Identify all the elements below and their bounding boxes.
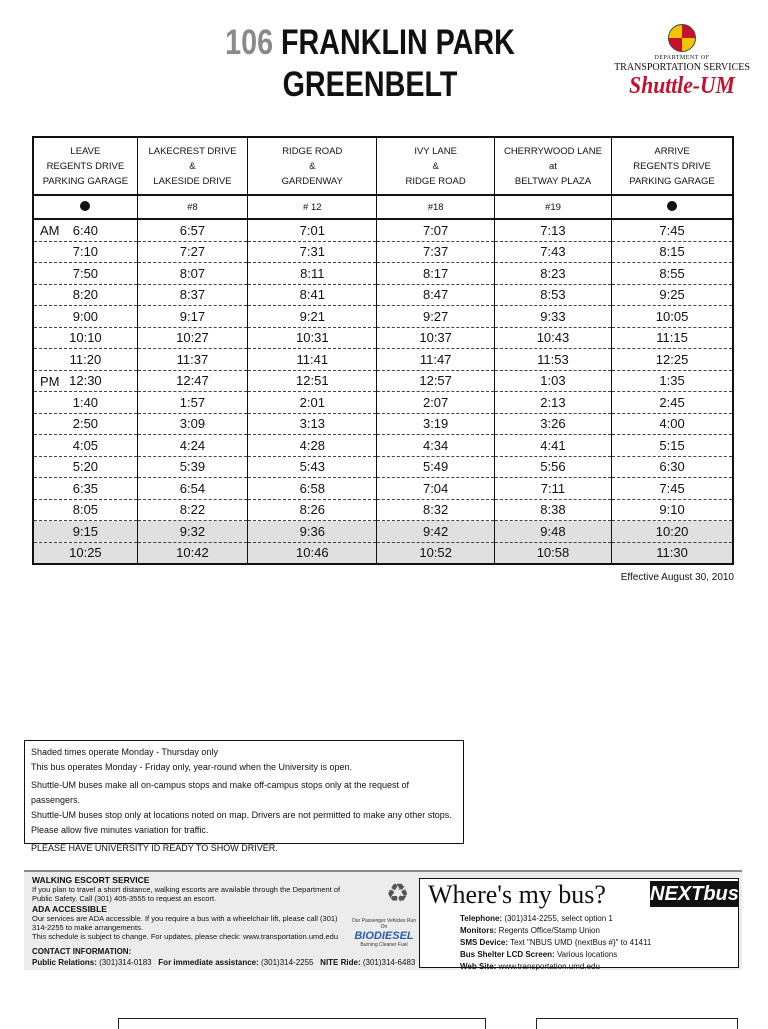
- stop-number-row: [33, 195, 733, 219]
- time-value: 8:17: [422, 265, 449, 281]
- note-line: Shuttle-UM buses make all on-campus stops and make off-campus stops only at the request of passengers.: [31, 780, 410, 805]
- route-name-line1: FRANKLIN PARK: [281, 23, 515, 62]
- route-name-line2: GREENBELT: [282, 65, 458, 104]
- time-value: 10:42: [176, 545, 209, 561]
- route-number: 106: [225, 23, 274, 62]
- time-cell: [494, 478, 611, 500]
- notes-box: [24, 740, 464, 853]
- time-value: 10:37: [419, 330, 452, 346]
- umd-seal-icon: [668, 24, 696, 52]
- time-value: 4:05: [72, 437, 99, 453]
- time-value: 8:26: [299, 502, 325, 518]
- route-title: [214, 22, 526, 106]
- trip-row: [33, 521, 733, 543]
- time-cell: [612, 456, 733, 478]
- time-value: 8:15: [659, 244, 685, 260]
- time-cell: [494, 306, 611, 328]
- time-cell: [377, 349, 494, 371]
- time-cell: [612, 392, 733, 414]
- trip-row: [33, 306, 733, 328]
- time-cell: [137, 327, 247, 349]
- column-header: CHERRYWOOD LANE at BELTWAY PLAZA: [494, 137, 611, 195]
- time-value: 5:20: [72, 459, 99, 475]
- time-value: 8:47: [422, 287, 449, 303]
- time-cell: [377, 521, 494, 543]
- time-cell: [137, 370, 247, 392]
- time-cell: [248, 542, 377, 564]
- time-value: 5:49: [422, 459, 449, 475]
- time-cell: [612, 435, 733, 457]
- time-cell: [248, 392, 377, 414]
- time-cell: [248, 435, 377, 457]
- time-value: 8:38: [540, 502, 566, 518]
- time-cell: [494, 263, 611, 285]
- time-cell: [612, 219, 733, 241]
- time-cell: [612, 327, 733, 349]
- time-value: 6:57: [179, 222, 206, 238]
- trip-row: [33, 219, 733, 241]
- column-header: LAKECREST DRIVE & LAKESIDE DRIVE: [137, 137, 247, 195]
- time-cell: [248, 306, 377, 328]
- column-header: IVY LANE & RIDGE ROAD: [377, 137, 494, 195]
- time-value: 7:11: [540, 480, 566, 496]
- time-cell: [33, 456, 137, 478]
- time-cell: [612, 349, 733, 371]
- time-value: 9:27: [422, 308, 449, 324]
- schedule-table: [32, 136, 734, 565]
- time-cell: [137, 349, 247, 371]
- time-value: 10:25: [69, 545, 102, 561]
- time-cell: [137, 219, 247, 241]
- time-value: 10:52: [419, 545, 452, 561]
- contact-title: CONTACT INFORMATION:: [32, 947, 132, 956]
- time-cell: [494, 413, 611, 435]
- time-value: 7:45: [659, 480, 685, 496]
- time-value: 9:48: [540, 523, 566, 539]
- column-header: RIDGE ROAD & GARDENWAY: [248, 137, 377, 195]
- time-value: 12:30: [69, 373, 102, 389]
- time-value: 9:33: [540, 308, 566, 324]
- time-value: 4:34: [422, 437, 449, 453]
- trip-row: [33, 435, 733, 457]
- stop-cell: [33, 195, 137, 219]
- column-header: LEAVE REGENTS DRIVE PARKING GARAGE: [42, 145, 129, 187]
- time-cell: [248, 413, 377, 435]
- time-cell: [612, 478, 733, 500]
- time-cell: [612, 413, 733, 435]
- time-value: 6:40: [72, 222, 99, 238]
- time-cell: [137, 263, 247, 285]
- time-cell: [137, 392, 247, 414]
- time-cell: [33, 327, 137, 349]
- trip-row: [33, 413, 733, 435]
- time-cell: [494, 241, 611, 263]
- time-cell: [137, 478, 247, 500]
- time-value: 10:31: [296, 330, 329, 346]
- time-value: 2:45: [659, 394, 685, 410]
- time-value: 1:35: [659, 373, 685, 389]
- time-value: 3:09: [179, 416, 206, 432]
- time-value: 7:50: [72, 265, 99, 281]
- time-value: 9:21: [299, 308, 325, 324]
- trip-row: [33, 284, 733, 306]
- time-cell: [494, 219, 611, 241]
- time-value: 11:20: [69, 351, 102, 367]
- time-value: 4:00: [659, 416, 685, 432]
- time-value: 10:27: [176, 330, 209, 346]
- trip-row: [33, 241, 733, 263]
- stop-cell: #19: [494, 195, 611, 219]
- time-value: 7:31: [299, 244, 325, 260]
- time-cell: [494, 370, 611, 392]
- time-value: 7:43: [540, 244, 566, 260]
- time-value: 8:55: [659, 265, 685, 281]
- time-value: 9:10: [659, 502, 685, 518]
- time-value: 8:20: [72, 287, 99, 303]
- time-value: 10:43: [536, 330, 570, 346]
- info-panel: [24, 870, 742, 970]
- time-cell: [377, 413, 494, 435]
- nextbus-lines: Telephone: (301)314-2255, select option 1 Monitors: Regents Office/Stamp Union SMS Device: Text "NBUS UMD {nextBus #}" to 41411 Bus Shelter LCD Screen: Various locations Web Site: www.transportation.umd.edu: [460, 914, 652, 971]
- time-cell: [612, 521, 733, 543]
- logo-shuttle-um: Shuttle-UM: [629, 73, 735, 99]
- time-value: 11:41: [296, 351, 329, 367]
- time-value: 5:56: [540, 459, 566, 475]
- trip-row: [33, 370, 733, 392]
- recycle-icon: ♻: [386, 878, 410, 908]
- escort-text: If you plan to travel a short distance, walking escorts are available through the Department of Public Safety. Call (301) 405-3555 to request an escort.: [32, 885, 341, 903]
- effective-date: Effective August 30, 2010: [620, 572, 734, 583]
- time-value: 2:01: [299, 394, 325, 410]
- time-value: 2:50: [72, 416, 99, 432]
- time-value: 7:27: [179, 244, 206, 260]
- time-cell: [33, 370, 137, 392]
- time-value: 7:10: [72, 244, 99, 260]
- time-value: 3:19: [422, 416, 449, 432]
- time-value: 5:15: [659, 437, 685, 453]
- time-cell: [377, 542, 494, 564]
- time-value: 10:10: [69, 330, 102, 346]
- time-cell: [377, 241, 494, 263]
- trip-row: [33, 456, 733, 478]
- time-value: 12:57: [419, 373, 452, 389]
- time-cell: [494, 327, 611, 349]
- time-cell: [248, 241, 377, 263]
- trip-row: [33, 478, 733, 500]
- time-cell: [33, 284, 137, 306]
- time-cell: [137, 241, 247, 263]
- time-value: 10:46: [296, 545, 329, 561]
- time-value: 7:04: [422, 480, 449, 496]
- ada-title: ADA ACCESSIBLE: [32, 904, 107, 914]
- time-cell: [33, 478, 137, 500]
- time-cell: [377, 327, 494, 349]
- time-value: 12:47: [176, 373, 209, 389]
- time-value: 2:13: [540, 394, 566, 410]
- stop-cell: [612, 195, 733, 219]
- time-value: 1:40: [72, 394, 99, 410]
- trip-row: [33, 263, 733, 285]
- time-value: 12:51: [296, 373, 329, 389]
- time-cell: [33, 499, 137, 521]
- biodiesel-brand: BIODIESEL: [354, 930, 414, 942]
- trip-row: [33, 349, 733, 371]
- time-cell: [33, 219, 137, 241]
- time-value: 7:13: [540, 222, 566, 238]
- time-cell: [494, 284, 611, 306]
- time-cell: [494, 456, 611, 478]
- time-value: 8:32: [422, 502, 449, 518]
- time-cell: [137, 521, 247, 543]
- time-value: 10:58: [536, 545, 570, 561]
- time-value: 7:07: [422, 222, 449, 238]
- time-value: 9:25: [659, 287, 685, 303]
- time-cell: [248, 478, 377, 500]
- time-cell: [33, 306, 137, 328]
- assist-phone: (301)314-2255: [261, 958, 314, 967]
- biodiesel-badge: Our Passenger Vehicles Run On BIODIESEL Burning Cleaner Fuel: [349, 918, 419, 948]
- time-value: 11:30: [656, 545, 688, 561]
- time-cell: [33, 542, 137, 564]
- period-label: AM: [40, 223, 60, 238]
- time-value: 9:42: [422, 523, 449, 539]
- note-line: Please allow five minutes variation for traffic.: [31, 825, 209, 835]
- period-label: PM: [40, 373, 60, 389]
- time-cell: [612, 284, 733, 306]
- stop-cell: #8: [137, 195, 247, 219]
- time-value: 6:30: [659, 459, 685, 475]
- time-value: 6:54: [179, 480, 206, 496]
- time-cell: [612, 241, 733, 263]
- time-cell: [377, 370, 494, 392]
- trip-row: [33, 392, 733, 414]
- time-cell: [33, 435, 137, 457]
- time-cell: [377, 284, 494, 306]
- time-cell: [494, 499, 611, 521]
- trip-row: [33, 499, 733, 521]
- time-value: 8:22: [179, 502, 206, 518]
- nextbus-box: [419, 878, 739, 971]
- time-cell: [137, 499, 247, 521]
- time-value: 7:45: [659, 222, 685, 238]
- time-cell: [137, 435, 247, 457]
- time-value: 9:17: [179, 308, 206, 324]
- time-value: 2:07: [422, 394, 449, 410]
- time-value: 9:32: [179, 523, 206, 539]
- time-cell: [248, 499, 377, 521]
- time-cell: [248, 521, 377, 543]
- time-cell: [248, 284, 377, 306]
- time-cell: [33, 413, 137, 435]
- pr-phone: (301)314-0183: [99, 958, 152, 967]
- time-value: 11:53: [537, 351, 569, 367]
- shuttle-um-logo: [612, 24, 752, 98]
- time-cell: [377, 219, 494, 241]
- time-cell: [137, 284, 247, 306]
- header-row: [33, 137, 733, 195]
- time-cell: [612, 499, 733, 521]
- time-value: 9:00: [72, 308, 99, 324]
- time-cell: [494, 542, 611, 564]
- time-cell: [377, 435, 494, 457]
- time-value: 5:39: [179, 459, 206, 475]
- time-value: 11:37: [176, 351, 209, 367]
- time-value: 5:43: [299, 459, 325, 475]
- time-cell: [494, 521, 611, 543]
- time-cell: [248, 219, 377, 241]
- time-value: 12:25: [655, 351, 689, 367]
- note-line: This bus operates Monday - Friday only, year-round when the University is open.: [31, 762, 352, 772]
- time-cell: [33, 392, 137, 414]
- time-cell: [33, 241, 137, 263]
- trip-row: [33, 327, 733, 349]
- time-value: 11:47: [419, 351, 452, 367]
- time-cell: [137, 413, 247, 435]
- time-value: 11:15: [656, 330, 688, 346]
- time-value: 8:41: [299, 287, 325, 303]
- contact-info: CONTACT INFORMATION: Public Relations: (301)314-0183 For immediate assistance: (301)314-2255 NITE Ride: (301)314-6483: [32, 946, 432, 968]
- time-cell: [137, 542, 247, 564]
- time-cell: [248, 456, 377, 478]
- escort-title: WALKING ESCORT SERVICE: [32, 875, 150, 885]
- timepoint-dot-icon: [667, 201, 677, 211]
- stop-cell: #18: [377, 195, 494, 219]
- stop-cell: # 12: [248, 195, 377, 219]
- logo-department: DEPARTMENT OF: [654, 55, 710, 61]
- time-cell: [377, 478, 494, 500]
- time-value: 8:07: [179, 265, 206, 281]
- time-value: 4:24: [179, 437, 206, 453]
- time-value: 8:23: [540, 265, 566, 281]
- time-cell: [137, 456, 247, 478]
- time-value: 8:53: [540, 287, 566, 303]
- time-value: 3:26: [540, 416, 566, 432]
- time-cell: [248, 349, 377, 371]
- time-cell: [377, 456, 494, 478]
- change-text: This schedule is subject to change. For updates, please check: www.transportation.umd.edu: [32, 932, 339, 941]
- column-header: ARRIVE REGENTS DRIVE PARKING GARAGE: [612, 137, 733, 195]
- ada-text: Our services are ADA accessible. If you require a bus with a wheelchair lift, please call (301) 314-2255 to make arrangements.: [32, 914, 338, 932]
- time-cell: [248, 370, 377, 392]
- time-value: 10:20: [655, 523, 689, 539]
- time-value: 7:01: [299, 222, 325, 238]
- logo-transportation-services: TRANSPORTATION SERVICES: [614, 62, 750, 73]
- time-cell: [377, 392, 494, 414]
- time-value: 10:05: [655, 308, 689, 324]
- trip-row: [33, 542, 733, 564]
- time-value: 3:13: [299, 416, 325, 432]
- time-cell: [494, 349, 611, 371]
- timepoint-dot-icon: [80, 201, 90, 211]
- time-value: 8:11: [300, 265, 325, 281]
- time-value: 8:05: [72, 502, 99, 518]
- time-cell: [377, 263, 494, 285]
- time-cell: [494, 392, 611, 414]
- nextbus-heading: Where's my bus?: [428, 880, 606, 909]
- time-value: 9:15: [72, 523, 99, 539]
- time-cell: [494, 435, 611, 457]
- time-value: 1:03: [540, 373, 566, 389]
- time-value: 4:28: [299, 437, 325, 453]
- time-cell: [612, 542, 733, 564]
- time-cell: [612, 306, 733, 328]
- time-cell: [377, 499, 494, 521]
- time-value: 7:37: [422, 244, 449, 260]
- note-line: Shaded times operate Monday - Thursday only: [31, 747, 218, 757]
- time-cell: [33, 521, 137, 543]
- nextbus-logo: NEXTbus: [650, 883, 739, 905]
- time-cell: [248, 263, 377, 285]
- time-value: 1:57: [179, 394, 206, 410]
- time-cell: [612, 370, 733, 392]
- time-cell: [33, 263, 137, 285]
- time-value: 4:41: [540, 437, 566, 453]
- nite-phone: (301)314-6483: [362, 958, 416, 967]
- note-line: PLEASE HAVE UNIVERSITY ID READY TO SHOW DRIVER.: [31, 843, 278, 853]
- time-value: 8:37: [179, 287, 206, 303]
- time-value: 6:58: [299, 480, 325, 496]
- time-cell: [137, 306, 247, 328]
- time-cell: [248, 327, 377, 349]
- note-line: Shuttle-UM buses stop only at locations noted on map. Drivers are not permitted to make any other stops.: [31, 810, 452, 820]
- time-value: 6:35: [72, 480, 99, 496]
- time-cell: [377, 306, 494, 328]
- time-cell: [612, 263, 733, 285]
- time-value: 9:36: [299, 523, 325, 539]
- time-cell: [33, 349, 137, 371]
